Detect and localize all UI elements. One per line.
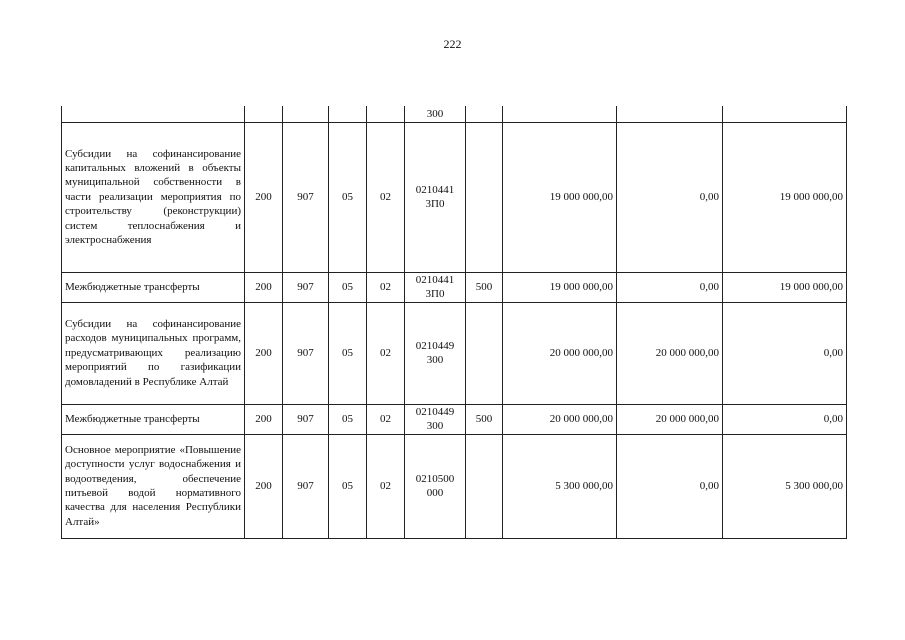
ministry-code-cell: 907 bbox=[283, 404, 329, 434]
target-article-part: 3П0 bbox=[425, 198, 445, 210]
target-article-part: 300 bbox=[426, 354, 444, 366]
table-row bbox=[62, 434, 847, 538]
target-article-part: 0210449 bbox=[415, 405, 455, 418]
target-article-part: 0210441 bbox=[415, 183, 455, 196]
table-row bbox=[62, 404, 847, 434]
expense-type-cell bbox=[466, 106, 503, 122]
amount-third-cell: 5 300 000,00 bbox=[723, 434, 847, 538]
admin-code-cell: 200 bbox=[245, 434, 283, 538]
ministry-code-cell: 907 bbox=[283, 272, 329, 302]
ministry-code-cell: 907 bbox=[283, 122, 329, 272]
expense-name-cell: Межбюджетные трансферты bbox=[62, 404, 245, 434]
section-cell: 05 bbox=[329, 302, 367, 404]
target-article-cell bbox=[405, 302, 466, 404]
amount-total-cell: 20 000 000,00 bbox=[503, 404, 617, 434]
expense-type-cell bbox=[466, 302, 503, 404]
page-number: 222 bbox=[443, 37, 462, 51]
target-article-cell bbox=[405, 434, 466, 538]
target-article-cell bbox=[405, 404, 466, 434]
target-article-part: 0210441 bbox=[415, 273, 455, 286]
expense-name-cell: Субсидии на софинансирование капитальных вложений в объекты муниципальной собственности в части реализации мероприятия по строительству (реконструкции) систем теплоснабжения и электроснабжения bbox=[62, 122, 245, 272]
target-article-cell bbox=[405, 272, 466, 302]
amount-total-cell: 19 000 000,00 bbox=[503, 122, 617, 272]
section-cell: 05 bbox=[329, 404, 367, 434]
ministry-code-cell: 907 bbox=[283, 302, 329, 404]
section-cell: 05 bbox=[329, 122, 367, 272]
target-article-part: 000 bbox=[426, 487, 444, 499]
amount-second-cell: 0,00 bbox=[617, 272, 723, 302]
expense-type-cell bbox=[466, 122, 503, 272]
amount-second-cell: 0,00 bbox=[617, 434, 723, 538]
amount-second-cell: 20 000 000,00 bbox=[617, 302, 723, 404]
table-row bbox=[62, 302, 847, 404]
amount-third-cell: 19 000 000,00 bbox=[723, 122, 847, 272]
budget-table bbox=[61, 106, 847, 539]
expense-type-cell: 500 bbox=[466, 404, 503, 434]
target-article-part: 3П0 bbox=[425, 288, 445, 300]
table-row bbox=[62, 106, 847, 122]
amount-third-cell: 19 000 000,00 bbox=[723, 272, 847, 302]
amount-total-cell: 20 000 000,00 bbox=[503, 302, 617, 404]
subsection-cell: 02 bbox=[367, 122, 405, 272]
table-row bbox=[62, 272, 847, 302]
subsection-cell: 02 bbox=[367, 404, 405, 434]
table-row bbox=[62, 122, 847, 272]
subsection-cell: 02 bbox=[367, 434, 405, 538]
expense-name-cell: Основное мероприятие «Повышение доступности услуг водоснабжения и водоотведения, обеспечение питьевой водой нормативного качества для населения Республики Алтай» bbox=[62, 434, 245, 538]
section-cell: 05 bbox=[329, 434, 367, 538]
expense-name-cell: Субсидии на софинансирование расходов муниципальных программ, предусматривающих реализацию мероприятий по газификации домовладений в Республике Алтай bbox=[62, 302, 245, 404]
target-article-part: 300 bbox=[426, 420, 444, 432]
target-article-part: 300 bbox=[426, 107, 444, 120]
expense-type-cell: 500 bbox=[466, 272, 503, 302]
amount-third-cell: 0,00 bbox=[723, 302, 847, 404]
target-article-cell bbox=[405, 122, 466, 272]
admin-code-cell: 200 bbox=[245, 302, 283, 404]
admin-code-cell bbox=[245, 106, 283, 122]
target-article-part: 0210500 bbox=[415, 472, 455, 485]
expense-name-cell bbox=[62, 106, 245, 122]
ministry-code-cell bbox=[283, 106, 329, 122]
expense-type-cell bbox=[466, 434, 503, 538]
section-cell: 05 bbox=[329, 272, 367, 302]
section-cell bbox=[329, 106, 367, 122]
amount-second-cell: 20 000 000,00 bbox=[617, 404, 723, 434]
admin-code-cell: 200 bbox=[245, 272, 283, 302]
target-article-cell bbox=[405, 106, 466, 122]
subsection-cell: 02 bbox=[367, 302, 405, 404]
amount-second-cell bbox=[617, 106, 723, 122]
amount-second-cell: 0,00 bbox=[617, 122, 723, 272]
amount-total-cell: 19 000 000,00 bbox=[503, 272, 617, 302]
ministry-code-cell: 907 bbox=[283, 434, 329, 538]
amount-third-cell bbox=[723, 106, 847, 122]
target-article-part: 0210449 bbox=[415, 339, 455, 352]
amount-third-cell: 0,00 bbox=[723, 404, 847, 434]
expense-name-cell: Межбюджетные трансферты bbox=[62, 272, 245, 302]
amount-total-cell bbox=[503, 106, 617, 122]
subsection-cell bbox=[367, 106, 405, 122]
amount-total-cell: 5 300 000,00 bbox=[503, 434, 617, 538]
subsection-cell: 02 bbox=[367, 272, 405, 302]
admin-code-cell: 200 bbox=[245, 404, 283, 434]
admin-code-cell: 200 bbox=[245, 122, 283, 272]
